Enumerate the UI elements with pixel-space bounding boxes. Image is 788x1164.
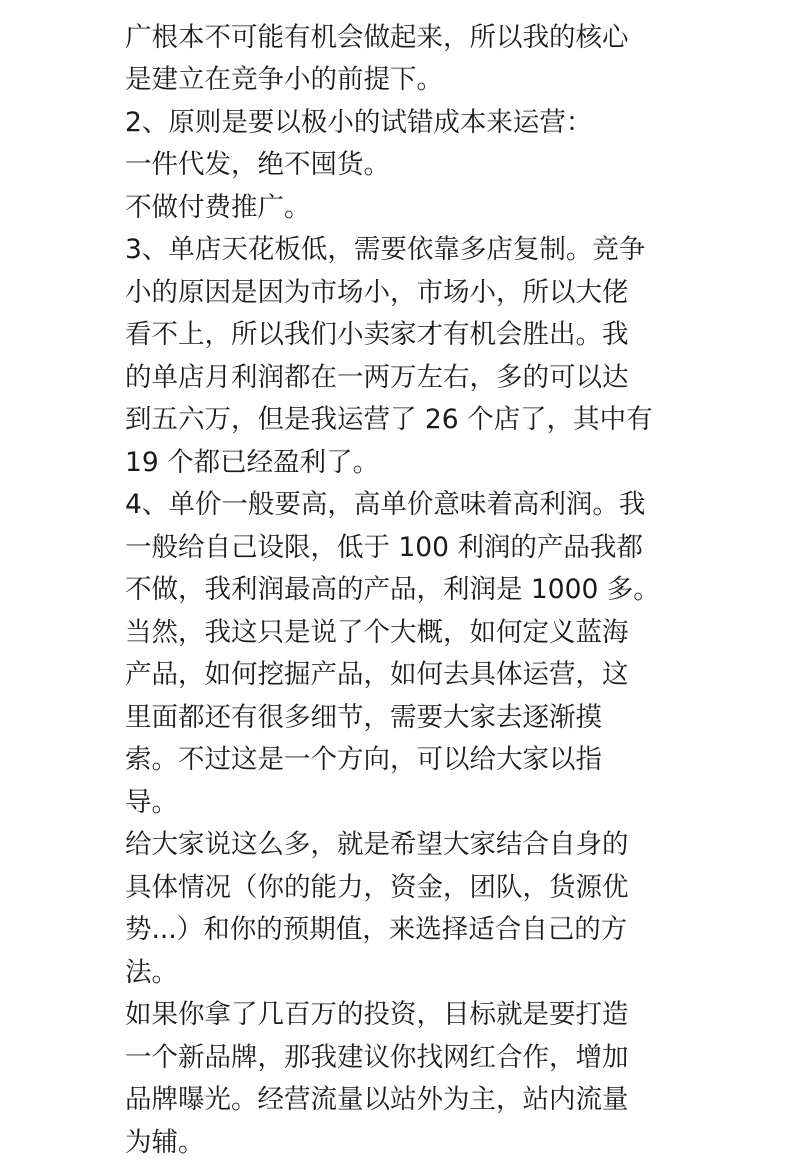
text-line: 不做付费推广。 bbox=[125, 187, 665, 230]
text-line: 索。不过这是一个方向，可以给大家以指 bbox=[125, 739, 665, 782]
text-line: 小的原因是因为市场小，市场小，所以大佬 bbox=[125, 272, 665, 315]
text-line: 19 个都已经盈利了。 bbox=[125, 442, 665, 485]
text-line: 广根本不可能有机会做起来，所以我的核心 bbox=[125, 17, 665, 60]
text-line: 势...）和你的预期值，来选择适合自己的方 bbox=[125, 909, 665, 952]
text-line: 是建立在竞争小的前提下。 bbox=[125, 59, 665, 102]
text-line: 一个新品牌，那我建议你找网红合作，增加 bbox=[125, 1037, 665, 1080]
text-line: 2、原则是要以极小的试错成本来运营： bbox=[125, 102, 665, 145]
text-line: 具体情况（你的能力，资金，团队，货源优 bbox=[125, 867, 665, 910]
text-line: 法。 bbox=[125, 952, 665, 995]
article-body bbox=[125, 0, 665, 1164]
text-line: 不做，我利润最高的产品，利润是 1000 多。 bbox=[125, 569, 665, 612]
text-line: 里面都还有很多细节，需要大家去逐渐摸 bbox=[125, 697, 665, 740]
text-line: 给大家说这么多，就是希望大家结合自身的 bbox=[125, 824, 665, 867]
text-line: 为辅。 bbox=[125, 1122, 665, 1164]
text-line: 品牌曝光。经营流量以站外为主，站内流量 bbox=[125, 1079, 665, 1122]
text-line: 一件代发，绝不囤货。 bbox=[125, 144, 665, 187]
text-line: 3、单店天花板低，需要依靠多店复制。竞争 bbox=[125, 229, 665, 272]
text-line: 一般给自己设限，低于 100 利润的产品我都 bbox=[125, 527, 665, 570]
text-line-clipped bbox=[125, 0, 665, 17]
text-line: 如果你拿了几百万的投资，目标就是要打造 bbox=[125, 994, 665, 1037]
text-line: 看不上，所以我们小卖家才有机会胜出。我 bbox=[125, 314, 665, 357]
text-line: 的单店月利润都在一两万左右，多的可以达 bbox=[125, 357, 665, 400]
text-line: 到五六万，但是我运营了 26 个店了，其中有 bbox=[125, 399, 665, 442]
text-line: 4、单价一般要高，高单价意味着高利润。我 bbox=[125, 484, 665, 527]
text-line: 导。 bbox=[125, 782, 665, 825]
text-line: 产品，如何挖掘产品，如何去具体运营，这 bbox=[125, 654, 665, 697]
text-line: 当然，我这只是说了个大概，如何定义蓝海 bbox=[125, 612, 665, 655]
